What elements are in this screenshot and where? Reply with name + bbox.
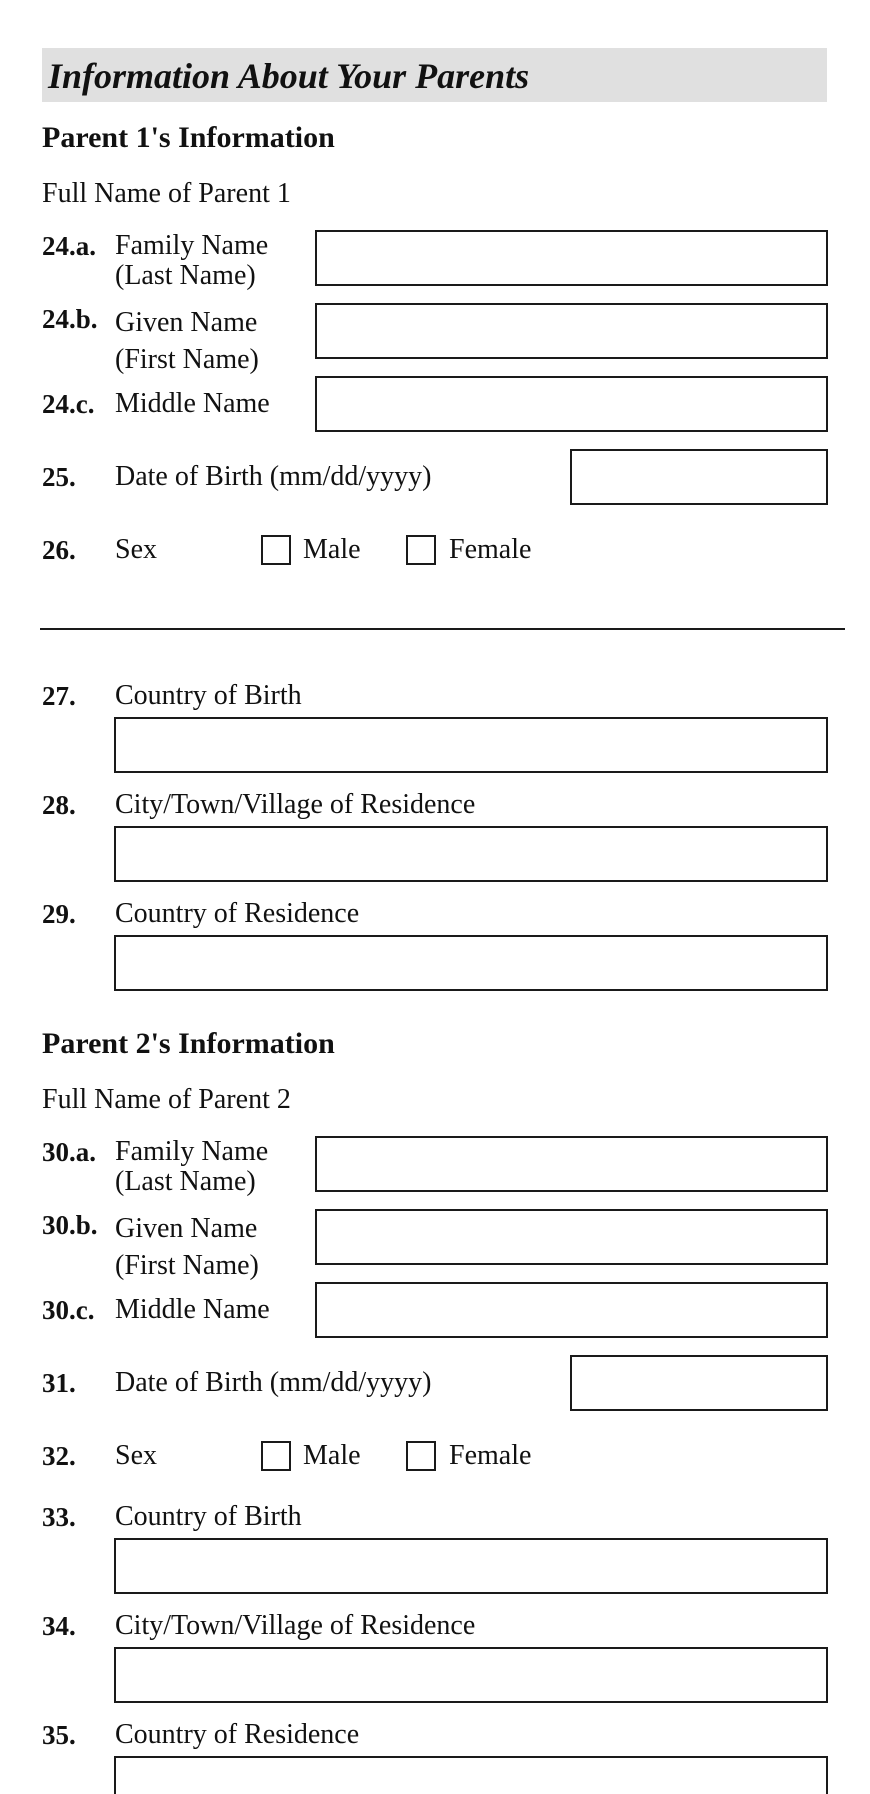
parent1-male-checkbox[interactable]: [261, 535, 291, 565]
item-number-24c: 24.c.: [42, 389, 95, 419]
item-number-24a: 24.a.: [42, 231, 96, 261]
parent2-female-checkbox[interactable]: [406, 1441, 436, 1471]
parent1-full-name-label: Full Name of Parent 1: [42, 178, 291, 209]
item-number-30c: 30.c.: [42, 1295, 95, 1325]
given-name-label: [115, 304, 259, 378]
male-label: Male: [303, 1440, 361, 1471]
given-name-label-line2: (First Name): [115, 1250, 259, 1281]
family-name-label-line2: (Last Name): [115, 260, 256, 291]
parent2-country-of-birth-input[interactable]: [114, 1538, 828, 1594]
parent2-middle-name-input[interactable]: [315, 1282, 828, 1338]
sex-label: Sex: [115, 1440, 157, 1471]
item-number-32: 32.: [42, 1441, 76, 1471]
dob-label: Date of Birth (mm/dd/yyyy): [115, 461, 432, 492]
item-number-24b: 24.b.: [42, 304, 98, 334]
parent1-country-of-birth-input[interactable]: [114, 717, 828, 773]
given-name-label-line1: Given Name: [115, 1213, 258, 1244]
item-number-28: 28.: [42, 790, 76, 820]
item-number-33: 33.: [42, 1502, 76, 1532]
parent1-given-name-input[interactable]: [315, 303, 828, 359]
family-name-label-line1: Family Name: [115, 1136, 269, 1167]
parent2-dob-input[interactable]: [570, 1355, 828, 1411]
item-number-35: 35.: [42, 1720, 76, 1750]
family-name-label-line1: Family Name: [115, 230, 269, 261]
item-number-26: 26.: [42, 535, 76, 565]
page-divider: [40, 628, 845, 630]
section-title: Information About Your Parents: [48, 56, 530, 96]
parent2-country-of-residence-input[interactable]: [114, 1756, 828, 1794]
section-title-bar: [42, 48, 827, 102]
country-of-birth-label: Country of Birth: [115, 1501, 302, 1532]
parent2-family-name-input[interactable]: [315, 1136, 828, 1192]
item-number-27: 27.: [42, 681, 76, 711]
middle-name-label: Middle Name: [115, 1294, 270, 1325]
city-of-residence-label: City/Town/Village of Residence: [115, 789, 476, 820]
parent1-middle-name-input[interactable]: [315, 376, 828, 432]
item-number-25: 25.: [42, 462, 76, 492]
item-number-31: 31.: [42, 1368, 76, 1398]
family-name-label: [115, 1137, 268, 1197]
female-label: Female: [449, 534, 532, 565]
sex-label: Sex: [115, 534, 157, 565]
dob-label: Date of Birth (mm/dd/yyyy): [115, 1367, 432, 1398]
country-of-birth-label: Country of Birth: [115, 680, 302, 711]
item-number-30b: 30.b.: [42, 1210, 98, 1240]
parent1-city-of-residence-input[interactable]: [114, 826, 828, 882]
parent2-full-name-label: Full Name of Parent 2: [42, 1084, 291, 1115]
family-name-label: [115, 231, 268, 291]
male-label: Male: [303, 534, 361, 565]
country-of-residence-label: Country of Residence: [115, 1719, 360, 1750]
parent1-family-name-input[interactable]: [315, 230, 828, 286]
parent2-male-checkbox[interactable]: [261, 1441, 291, 1471]
female-label: Female: [449, 1440, 532, 1471]
city-of-residence-label: City/Town/Village of Residence: [115, 1610, 476, 1641]
given-name-label: [115, 1210, 259, 1284]
item-number-34: 34.: [42, 1611, 76, 1641]
item-number-30a: 30.a.: [42, 1137, 96, 1167]
parent1-female-checkbox[interactable]: [406, 535, 436, 565]
country-of-residence-label: Country of Residence: [115, 898, 360, 929]
parent1-country-of-residence-input[interactable]: [114, 935, 828, 991]
parent1-heading: Parent 1's Information: [42, 121, 335, 154]
item-number-29: 29.: [42, 899, 76, 929]
parent2-city-of-residence-input[interactable]: [114, 1647, 828, 1703]
parent1-dob-input[interactable]: [570, 449, 828, 505]
parent2-given-name-input[interactable]: [315, 1209, 828, 1265]
parent2-heading: Parent 2's Information: [42, 1027, 335, 1060]
middle-name-label: Middle Name: [115, 388, 270, 419]
given-name-label-line2: (First Name): [115, 344, 259, 375]
family-name-label-line2: (Last Name): [115, 1166, 256, 1197]
given-name-label-line1: Given Name: [115, 307, 258, 338]
